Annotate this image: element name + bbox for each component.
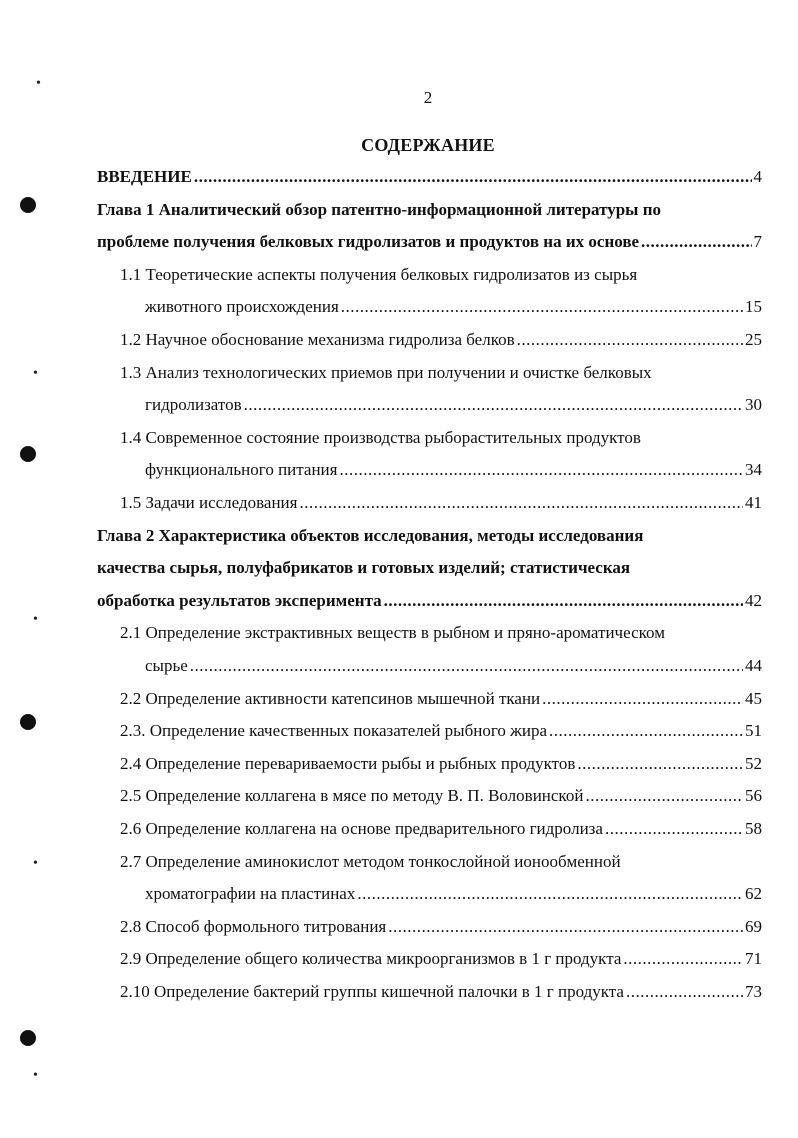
dot-leader (299, 493, 743, 513)
dot-leader (542, 689, 743, 709)
toc-page-number: 34 (745, 460, 762, 480)
toc-page-number: 73 (745, 982, 762, 1001)
toc-entry-title: гидролизатов (145, 395, 242, 415)
toc-page-number: 25 (745, 330, 762, 349)
page-title: СОДЕРЖАНИЕ (361, 135, 495, 155)
dot-leader (577, 754, 743, 774)
dot-leader (339, 460, 743, 480)
toc-entry-title: 1.5 Задачи исследования (120, 493, 298, 512)
toc-entry-title: хроматографии на пластинах (145, 884, 356, 904)
toc-entry-title: 1.3 Анализ технологических приемов при получении и очистке белковых (120, 362, 652, 382)
dot-leader (517, 330, 743, 350)
dot-leader (357, 884, 743, 904)
toc-page-number: 7 (753, 232, 762, 252)
scan-mark: • (33, 366, 38, 381)
toc-entry-title: ВВЕДЕНИЕ (97, 167, 192, 186)
toc-entry-title: 2.10 Определение бактерий группы кишечной палочки в 1 г продукта (120, 982, 624, 1001)
toc-entry-title: 2.6 Определение коллагена на основе предварительного гидролиза (120, 819, 603, 838)
toc-page-number: 41 (745, 493, 762, 512)
toc-entry-title: 1.1 Теоретические аспекты получения белковых гидролизатов из сырья (120, 264, 638, 284)
toc-page-number: 62 (745, 884, 762, 904)
dot-leader (341, 297, 743, 317)
dot-leader (384, 591, 743, 611)
toc-entry-title: 2.5 Определение коллагена в мясе по методу В. П. Воловинской (120, 786, 584, 806)
toc-entry-title: качества сырья, полуфабрикатов и готовых изделий; статистическая (97, 558, 631, 578)
toc-page-number: 71 (745, 949, 762, 969)
toc-entry-title: 2.1 Определение экстрактивных веществ в рыбном и пряно-ароматическом (120, 623, 665, 643)
dot-leader (549, 721, 743, 741)
toc-entry-title: 1.2 Научное обоснование механизма гидролиза белков (120, 330, 515, 349)
toc-entry-title: обработка результатов эксперимента (97, 590, 382, 610)
toc-entry-title: животного происхождения (145, 297, 339, 317)
dot-leader (194, 167, 752, 187)
scan-mark: • (33, 1068, 38, 1083)
toc-entry-title: 1.4 Современное состояние производства рыборастительных продуктов (120, 427, 641, 447)
toc-entry-title: Глава 2 Характеристика объектов исследования, методы исследования (97, 525, 644, 545)
toc-entry-title: 2.9 Определение общего количества микроорганизмов в 1 г продукта (120, 949, 622, 969)
toc-entry-title: функционального питания (145, 460, 338, 480)
toc-page-number: 58 (745, 819, 762, 838)
binder-hole (20, 714, 36, 730)
dot-leader (605, 819, 743, 839)
scan-mark: • (33, 856, 38, 871)
binder-hole (20, 446, 36, 462)
toc-page-number: 51 (745, 721, 762, 741)
dot-leader (641, 232, 751, 252)
toc-entry-title: Глава 1 Аналитический обзор патентно-информационной литературы по (97, 199, 662, 219)
toc-page-number: 56 (745, 786, 762, 806)
toc-page-number: 69 (745, 916, 762, 936)
binder-hole (20, 1030, 36, 1046)
toc-page-number: 15 (745, 297, 762, 317)
toc-page-number: 30 (745, 395, 762, 415)
dot-leader (190, 656, 743, 676)
dot-leader (585, 786, 743, 806)
dot-leader (388, 917, 743, 937)
toc-page-number: 42 (745, 590, 762, 610)
toc-entry-title: 2.8 Способ формольного титрования (120, 916, 387, 936)
toc-page-number: 44 (745, 656, 762, 675)
toc-page-number: 52 (745, 753, 762, 773)
toc-entry-title: проблеме получения белковых гидролизатов и продуктов на их основе (97, 232, 640, 252)
binder-hole (20, 197, 36, 213)
toc-page-number: 45 (745, 688, 762, 708)
toc-page-number: 4 (753, 167, 762, 186)
toc-entry-title: 2.4 Определение перевариваемости рыбы и рыбных продуктов (120, 753, 576, 773)
dot-leader (623, 949, 743, 969)
scan-mark: • (33, 612, 38, 627)
page-number: 2 (423, 88, 433, 107)
dot-leader (626, 982, 743, 1002)
toc-entry-title: 2.2 Определение активности катепсинов мышечной ткани (120, 688, 541, 708)
toc-entry-title: сырье (145, 656, 188, 675)
toc-entry-title: 2.3. Определение качественных показателей рыбного жира (120, 721, 548, 741)
scan-mark: • (36, 76, 41, 91)
toc-entry-title: 2.7 Определение аминокислот методом тонкослойной ионообменной (120, 851, 621, 871)
dot-leader (244, 395, 743, 415)
